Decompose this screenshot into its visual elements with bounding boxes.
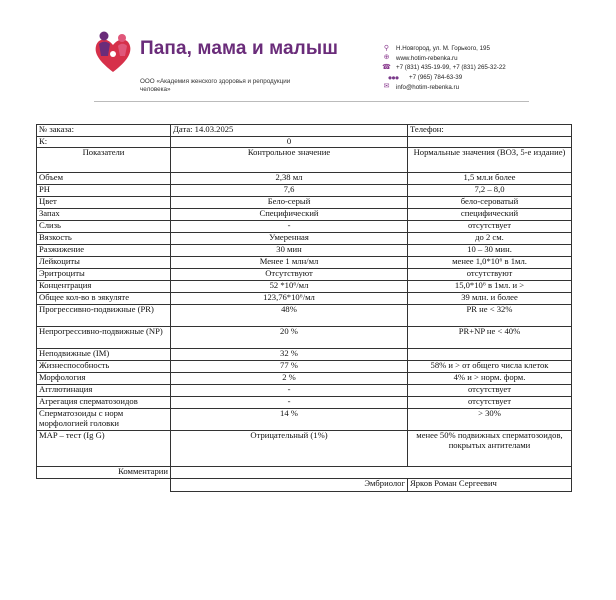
param-norm: > 30% — [408, 409, 572, 431]
param-value: 14 % — [171, 409, 408, 431]
semen-analysis-table — [36, 124, 572, 492]
embryologist-row — [37, 479, 572, 492]
param-name: PH — [37, 185, 171, 197]
param-norm: менее 50% подвижных сперматозоидов, покрытых антителами — [408, 431, 572, 467]
contact-website — [382, 54, 552, 64]
param-value: 30 мин — [171, 245, 408, 257]
param-name: Концентрация — [37, 281, 171, 293]
clinic-logo — [92, 28, 352, 98]
globe-icon: ⊕ — [383, 54, 390, 62]
k-row — [37, 137, 572, 148]
param-norm: специфический — [408, 209, 572, 221]
param-norm: 10 – 30 мин. — [408, 245, 572, 257]
result-row — [37, 173, 572, 185]
param-name: Общее кол-во в эякуляте — [37, 293, 171, 305]
result-row — [37, 185, 572, 197]
param-name: Агглютинация — [37, 385, 171, 397]
param-name: Прогрессивно-подвижные (PR) — [37, 305, 171, 327]
contact-messengers-text: +7 (965) 784-63-39 — [409, 74, 463, 82]
contact-messengers — [382, 73, 552, 83]
param-value: 7,6 — [171, 185, 408, 197]
param-value: Отрицательный (1%) — [171, 431, 408, 467]
param-name: Эритроциты — [37, 269, 171, 281]
phone-label: Телефон: — [408, 125, 572, 137]
param-name: Объем — [37, 173, 171, 185]
comments-label: Комментарии — [37, 467, 171, 479]
param-value: 52 *10⁶/мл — [171, 281, 408, 293]
result-row — [37, 269, 572, 281]
result-row — [37, 293, 572, 305]
param-norm: 1,5 мл.и более — [408, 173, 572, 185]
result-row — [37, 361, 572, 373]
brand-subtitle: ООО «Академия женского здоровья и репродукции человека» — [140, 78, 291, 93]
contact-address — [382, 44, 552, 54]
column-header-row — [37, 148, 572, 173]
k-value: 0 — [171, 137, 408, 148]
result-row — [37, 397, 572, 409]
order-row — [37, 125, 572, 137]
result-row — [37, 197, 572, 209]
param-name: Слизь — [37, 221, 171, 233]
param-name: Непрогрессивно-подвижные (NP) — [37, 327, 171, 349]
param-name: Разжижение — [37, 245, 171, 257]
param-norm: отсутствует — [408, 385, 572, 397]
param-name: MAP – тест (Ig G) — [37, 431, 171, 467]
contact-email-text: info@hotim-rebenka.ru — [396, 83, 460, 91]
result-row — [37, 209, 572, 221]
comments-row — [37, 467, 572, 479]
param-norm: бело-сероватый — [408, 197, 572, 209]
result-row — [37, 431, 572, 467]
param-name: Морфология — [37, 373, 171, 385]
param-norm: 39 млн. и более — [408, 293, 572, 305]
param-norm: PR+NP не < 40% — [408, 327, 572, 349]
comments-value[interactable] — [171, 467, 572, 479]
embryologist-label: Эмбриолог — [171, 479, 408, 492]
param-norm: менее 1,0*10⁶ в 1мл. — [408, 257, 572, 269]
param-value: Умеренная — [171, 233, 408, 245]
result-row — [37, 221, 572, 233]
param-name: Неподвижные (IM) — [37, 349, 171, 361]
k-empty — [408, 137, 572, 148]
param-value: 20 % — [171, 327, 408, 349]
contacts-block — [382, 44, 552, 92]
param-norm: 4% и > норм. форм. — [408, 373, 572, 385]
order-label: № заказа: — [37, 125, 171, 137]
param-value: 32 % — [171, 349, 408, 361]
param-norm: 15,0*10⁶ в 1мл. и > — [408, 281, 572, 293]
result-row — [37, 233, 572, 245]
param-name: Агрегация сперматозоидов — [37, 397, 171, 409]
contact-website-text: www.hotim-rebenka.ru — [396, 54, 458, 62]
param-name: Цвет — [37, 197, 171, 209]
date-label: Дата: 14.03.2025 — [171, 125, 408, 137]
location-pin-icon: ⚲ — [383, 44, 390, 52]
result-row — [37, 373, 572, 385]
param-norm: отсутствуют — [408, 269, 572, 281]
param-value: 2,38 мл — [171, 173, 408, 185]
param-norm — [408, 349, 572, 361]
result-row — [37, 305, 572, 327]
result-row — [37, 385, 572, 397]
param-norm: PR не < 32% — [408, 305, 572, 327]
param-norm: 7,2 – 8,0 — [408, 185, 572, 197]
param-value: - — [171, 397, 408, 409]
param-norm: до 2 см. — [408, 233, 572, 245]
col-header-normal: Нормальные значения (ВОЗ, 5-е издание) — [408, 148, 572, 173]
param-norm: отсутствует — [408, 221, 572, 233]
contact-phones-text: +7 (831) 435-19-99, +7 (831) 265-32-22 — [396, 64, 506, 72]
param-value: 2 % — [171, 373, 408, 385]
contact-phones — [382, 63, 552, 73]
col-header-control: Контрольное значение — [171, 148, 408, 173]
param-value: Отсутствуют — [171, 269, 408, 281]
param-name: Вязкость — [37, 233, 171, 245]
param-norm: 58% и > от общего числа клеток — [408, 361, 572, 373]
result-row — [37, 245, 572, 257]
col-header-param: Показатели — [37, 148, 171, 173]
param-name: Запах — [37, 209, 171, 221]
param-value: Менее 1 млн/мл — [171, 257, 408, 269]
param-value: Бело-серый — [171, 197, 408, 209]
param-value: - — [171, 221, 408, 233]
phone-icon: ☎ — [382, 63, 391, 71]
brand-title: Папа, мама и малыш — [140, 38, 339, 59]
family-heart-logo-icon — [92, 28, 134, 74]
result-row — [37, 349, 572, 361]
result-row — [37, 409, 572, 431]
param-value: 123,76*10⁶/мл — [171, 293, 408, 305]
header-divider — [94, 101, 529, 102]
param-value: 48% — [171, 305, 408, 327]
param-name: Жизнеспособность — [37, 361, 171, 373]
embryologist-name: Ярков Роман Сергеевич — [408, 479, 572, 492]
param-name: Лейкоциты — [37, 257, 171, 269]
result-row — [37, 327, 572, 349]
result-row — [37, 281, 572, 293]
param-name: Сперматозоиды с норм морфологией головки — [37, 409, 171, 431]
signature-blank — [37, 479, 171, 492]
param-value: Специфический — [171, 209, 408, 221]
param-value: 77 % — [171, 361, 408, 373]
result-row — [37, 257, 572, 269]
k-label: К: — [37, 137, 171, 148]
param-value: - — [171, 385, 408, 397]
messenger-icons: ●●● — [387, 72, 399, 82]
contact-address-text: Н.Новгород, ул. М. Горького, 195 — [396, 45, 490, 53]
contact-email — [382, 82, 552, 92]
param-norm: отсутствует — [408, 397, 572, 409]
email-icon: ✉ — [383, 83, 390, 91]
